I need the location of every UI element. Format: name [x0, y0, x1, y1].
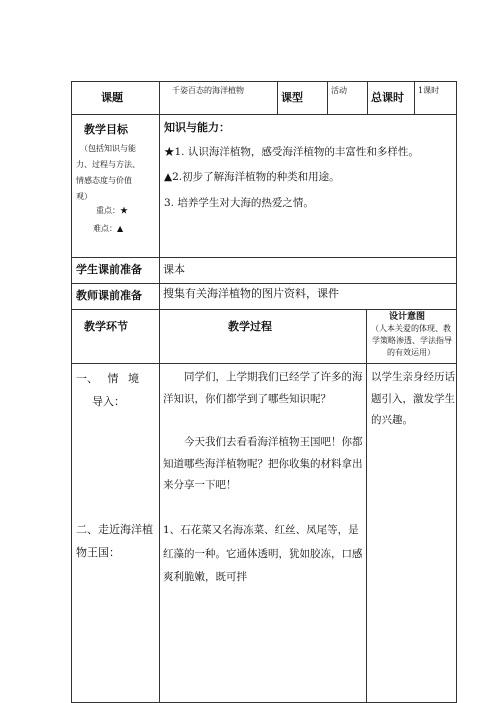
objective-item-3: 3. 培养学生对大海的热爱之情。: [164, 197, 314, 209]
objectives-note-line-2: 力、过程与方法、: [76, 160, 140, 169]
section-1-design: 以学生亲身经历话题引入，激发学生的兴趣。: [371, 371, 455, 426]
objectives-note-line-3: 情感态度与价值: [76, 176, 132, 185]
student-prep-label: 学生课前准备: [76, 263, 142, 276]
key-point-legend: 重点：★: [96, 206, 128, 215]
course-label: 课题: [101, 91, 123, 104]
section-1-stage-line-2: 导入：: [92, 395, 125, 408]
hours-label: 总课时: [371, 91, 404, 104]
column-heading-design: 设计意图: [389, 312, 426, 322]
col-divider-hours-label: [367, 81, 368, 114]
objective-item-1: ★1. 认识海洋植物，感受海洋植物的丰富性和多样性。: [164, 146, 419, 158]
table-border-right: [456, 81, 457, 702]
table-border-top: [71, 81, 457, 82]
col-divider-type-label: [277, 81, 278, 114]
teacher-prep-label: 教师课前准备: [76, 289, 142, 302]
row-divider-student-prep: [71, 283, 457, 284]
row-divider-header: [71, 114, 457, 115]
objectives-note-line-1: （包括知识与能: [80, 144, 136, 153]
row-divider-teacher-prep: [71, 309, 457, 310]
hours-value: 1课时: [418, 86, 440, 95]
objectives-heading: 知识与能力：: [164, 121, 230, 134]
design-note-line-3: 的有效运用）: [387, 348, 435, 357]
section-1-stage-line-1: 一、 情 境: [76, 372, 139, 385]
course-title: 千姿百态的海洋植物: [172, 86, 244, 95]
row-divider-objectives: [71, 257, 457, 258]
student-prep-value: 课本: [163, 263, 185, 276]
column-heading-stage: 教学环节: [84, 320, 128, 333]
teacher-prep-value: 搜集有关海洋植物的图片资料，课件: [163, 287, 339, 300]
design-note-line-2: 学策略渗透、学法指导: [372, 336, 452, 345]
col-divider-label: [159, 81, 160, 702]
col-divider-hours-value: [414, 81, 415, 114]
column-heading-process: 教学过程: [228, 320, 272, 333]
col-divider-type-value: [327, 81, 328, 114]
objectives-note-line-4: 观）: [76, 192, 92, 201]
objectives-label: 教学目标: [84, 123, 128, 136]
objective-item-2: ▲2.初步了解海洋植物的种类和用途。: [164, 171, 340, 183]
design-note-line-1: （人本关爱的体现、教: [371, 324, 451, 333]
difficult-point-legend: 难点：▲: [93, 224, 124, 233]
col-divider-design: [366, 309, 367, 702]
table-border-left: [71, 81, 72, 702]
section-2-paragraph-1: 1、石花菜又名海冻菜、红丝、凤尾等，是红藻的一种。它通体透明，犹如胶冻，口感爽利脆嫩，既可拌: [163, 524, 363, 583]
section-1-paragraph-1: 同学们，上学期我们已经学了许多的海洋知识，你们都学到了哪些知识呢？: [163, 371, 363, 405]
row-divider-columns: [71, 363, 457, 364]
section-1-paragraph-2: 今天我们去看看海洋植物王国吧！你都知道哪些海洋植物呢？把你收集的材料拿出来分享一下吧！: [163, 436, 363, 491]
section-2-stage-line-2: 物王国：: [76, 546, 120, 559]
type-value: 活动: [331, 86, 347, 95]
section-2-stage-line-1: 二、走近海洋植: [76, 523, 153, 536]
type-label: 课型: [281, 91, 303, 104]
